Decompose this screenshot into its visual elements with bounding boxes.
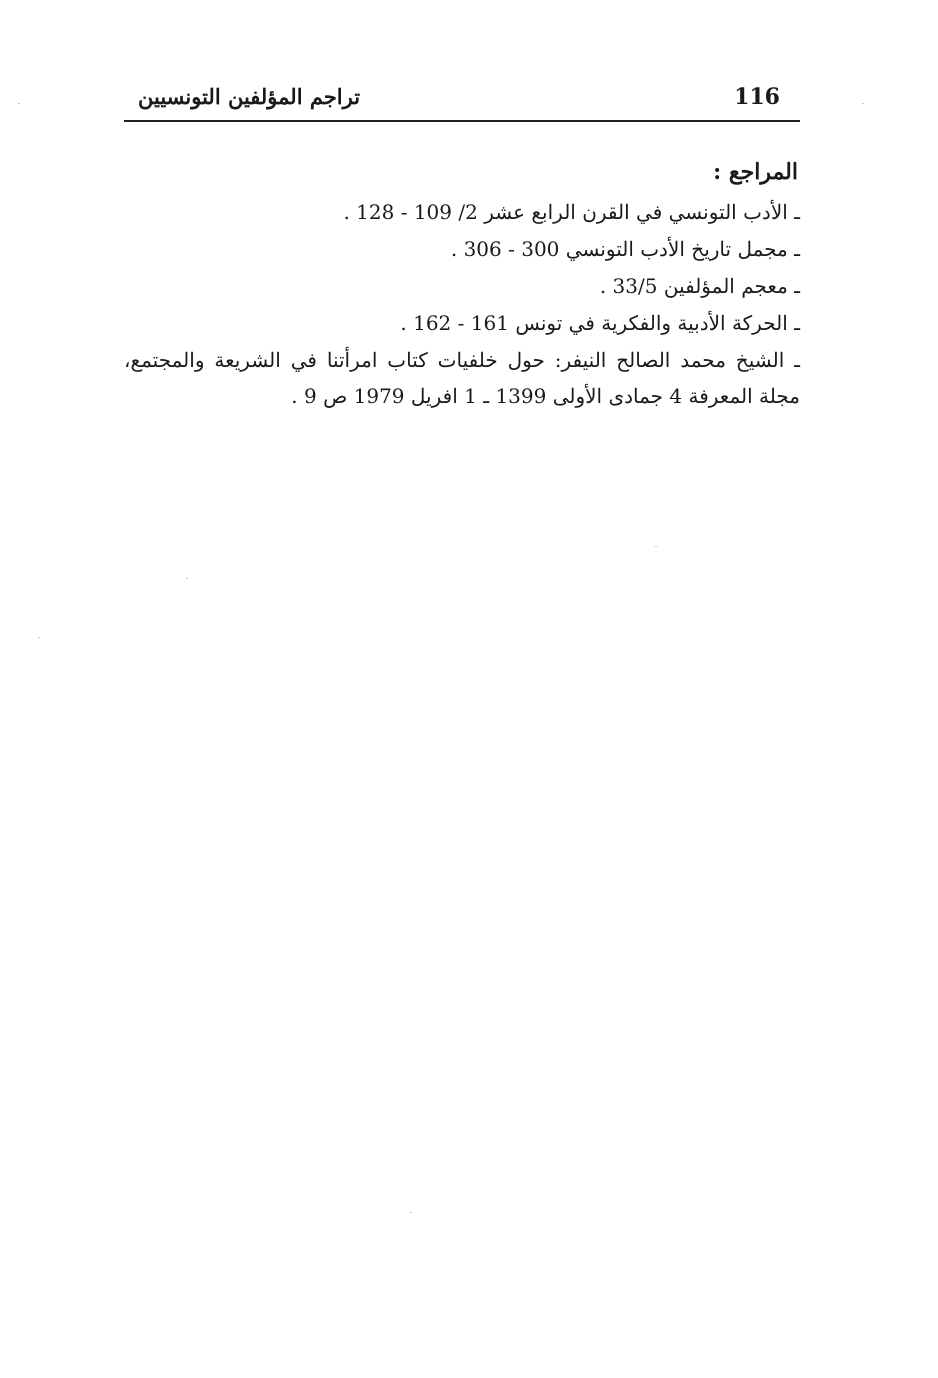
reference-item: ـ الأدب التونسي في القرن الرابع عشر 2/ 109 - 128 . — [343, 200, 800, 224]
scan-speck — [18, 103, 20, 104]
scan-speck — [655, 546, 657, 547]
scan-speck — [186, 578, 188, 579]
running-header-title: تراجم المؤلفين التونسيين — [138, 84, 361, 109]
reference-item: ـ مجمل تاريخ الأدب التونسي 300 - 306 . — [450, 237, 800, 261]
scan-speck — [410, 1212, 412, 1213]
running-header — [124, 78, 800, 118]
references-list — [124, 194, 800, 414]
scan-speck — [38, 637, 40, 638]
reference-item: ـ معجم المؤلفين 33/5 . — [599, 274, 800, 298]
page-number: 116 — [734, 84, 780, 110]
scan-speck — [862, 103, 864, 104]
reference-item: ـ الحركة الأدبية والفكرية في تونس 161 - 162 . — [400, 311, 800, 335]
references-heading: المراجع : — [713, 159, 798, 185]
reference-item: ـ الشيخ محمد الصالح النيفر: حول خلفيات كتاب امرأتنا في الشريعة والمجتمع، مجلة المعرفة 4 جمادى الأولى 1399 ـ 1 افريل 1979 ص 9 . — [124, 348, 801, 408]
header-divider — [124, 120, 800, 122]
references-section — [124, 152, 800, 414]
